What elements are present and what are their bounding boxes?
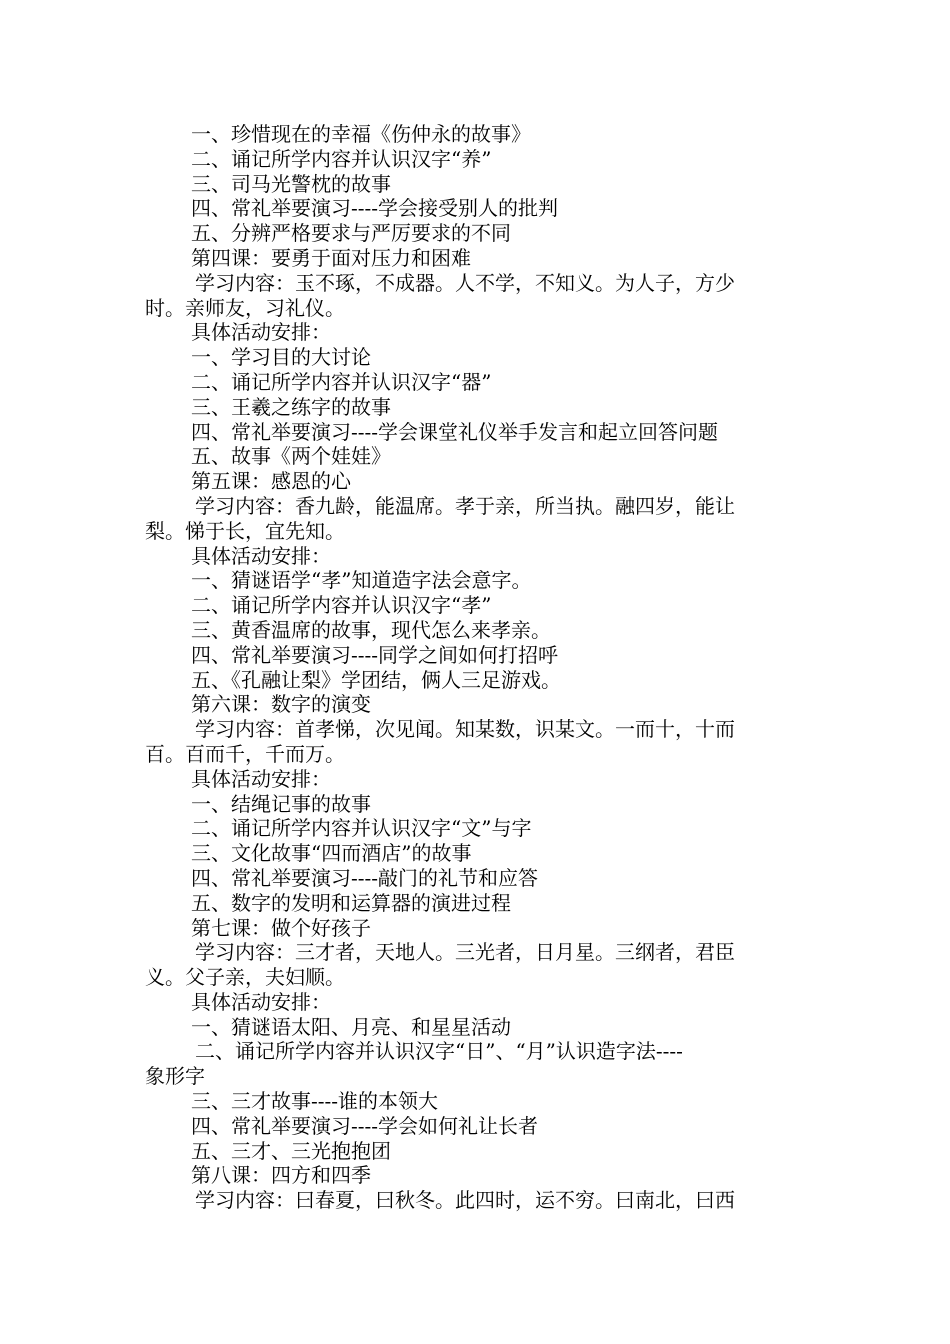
text-line: 五、数字的发明和运算器的演进过程 (191, 890, 511, 915)
text-line: 百。百而千，千而万。 (145, 741, 345, 766)
text-line: 第五课：感恩的心 (191, 469, 351, 494)
text-line: 三、王羲之练字的故事 (191, 394, 391, 419)
text-line: 五、三才、三光抱抱团 (191, 1138, 391, 1163)
text-line: 第六课：数字的演变 (191, 692, 371, 717)
text-line: 四、常礼举要演习----学会如何礼让长者 (191, 1113, 539, 1138)
text-line: 二、诵记所学内容并认识汉字“日”、“月”认识造字法---- (195, 1039, 683, 1064)
text-line: 学习内容：首孝悌，次见闻。知某数，识某文。一而十，十而 (195, 717, 735, 742)
text-line: 四、常礼举要演习----学会接受别人的批判 (191, 196, 559, 221)
text-line: 二、诵记所学内容并认识汉字“器” (191, 369, 492, 394)
text-line: 三、司马光警枕的故事 (191, 171, 391, 196)
text-line: 梨。悌于长，宜先知。 (145, 518, 345, 543)
text-line: 五、分辨严格要求与严厉要求的不同 (191, 221, 511, 246)
text-line: 四、常礼举要演习----敲门的礼节和应答 (191, 865, 539, 890)
text-line: 学习内容：曰春夏，曰秋冬。此四时，运不穷。曰南北，曰西 (195, 1188, 735, 1213)
text-line: 五、《孔融让梨》学团结，俩人三足游戏。 (191, 667, 561, 692)
text-line: 具体活动安排： (191, 320, 331, 345)
text-line: 一、猜谜语学“孝”知道造字法会意字。 (191, 568, 532, 593)
text-line: 三、文化故事“四而酒店”的故事 (191, 841, 472, 866)
text-line: 象形字 (145, 1064, 205, 1089)
text-line: 具体活动安排： (191, 989, 331, 1014)
text-line: 时。亲师友，习礼仪。 (145, 295, 345, 320)
text-line: 学习内容：三才者，天地人。三光者，日月星。三纲者，君臣 (195, 940, 735, 965)
text-line: 五、故事《两个娃娃》 (191, 444, 391, 469)
document-body (145, 122, 810, 1213)
text-line: 四、常礼举要演习----学会课堂礼仪举手发言和起立回答问题 (191, 419, 719, 444)
text-line: 第四课：要勇于面对压力和困难 (191, 245, 471, 270)
text-line: 学习内容：玉不琢，不成器。人不学，不知义。为人子，方少 (195, 270, 735, 295)
text-line: 四、常礼举要演习----同学之间如何打招呼 (191, 642, 559, 667)
text-line: 二、诵记所学内容并认识汉字“文”与字 (191, 816, 532, 841)
text-line: 学习内容：香九龄，能温席。孝于亲，所当执。融四岁，能让 (195, 493, 735, 518)
text-line: 一、结绳记事的故事 (191, 791, 371, 816)
text-line: 义。父子亲，夫妇顺。 (145, 965, 345, 990)
text-line: 第八课：四方和四季 (191, 1163, 371, 1188)
text-line: 三、黄香温席的故事，现代怎么来孝亲。 (191, 617, 551, 642)
text-line: 二、诵记所学内容并认识汉字“孝” (191, 593, 492, 618)
text-line: 第七课：做个好孩子 (191, 915, 371, 940)
text-line: 一、学习目的大讨论 (191, 345, 371, 370)
text-line: 一、珍惜现在的幸福《伤仲永的故事》 (191, 122, 531, 146)
text-line: 三、三才故事----谁的本领大 (191, 1089, 439, 1114)
text-line: 一、猜谜语太阳、月亮、和星星活动 (191, 1014, 511, 1039)
text-line: 具体活动安排： (191, 766, 331, 791)
text-line: 二、诵记所学内容并认识汉字“养” (191, 146, 492, 171)
text-line: 具体活动安排： (191, 543, 331, 568)
